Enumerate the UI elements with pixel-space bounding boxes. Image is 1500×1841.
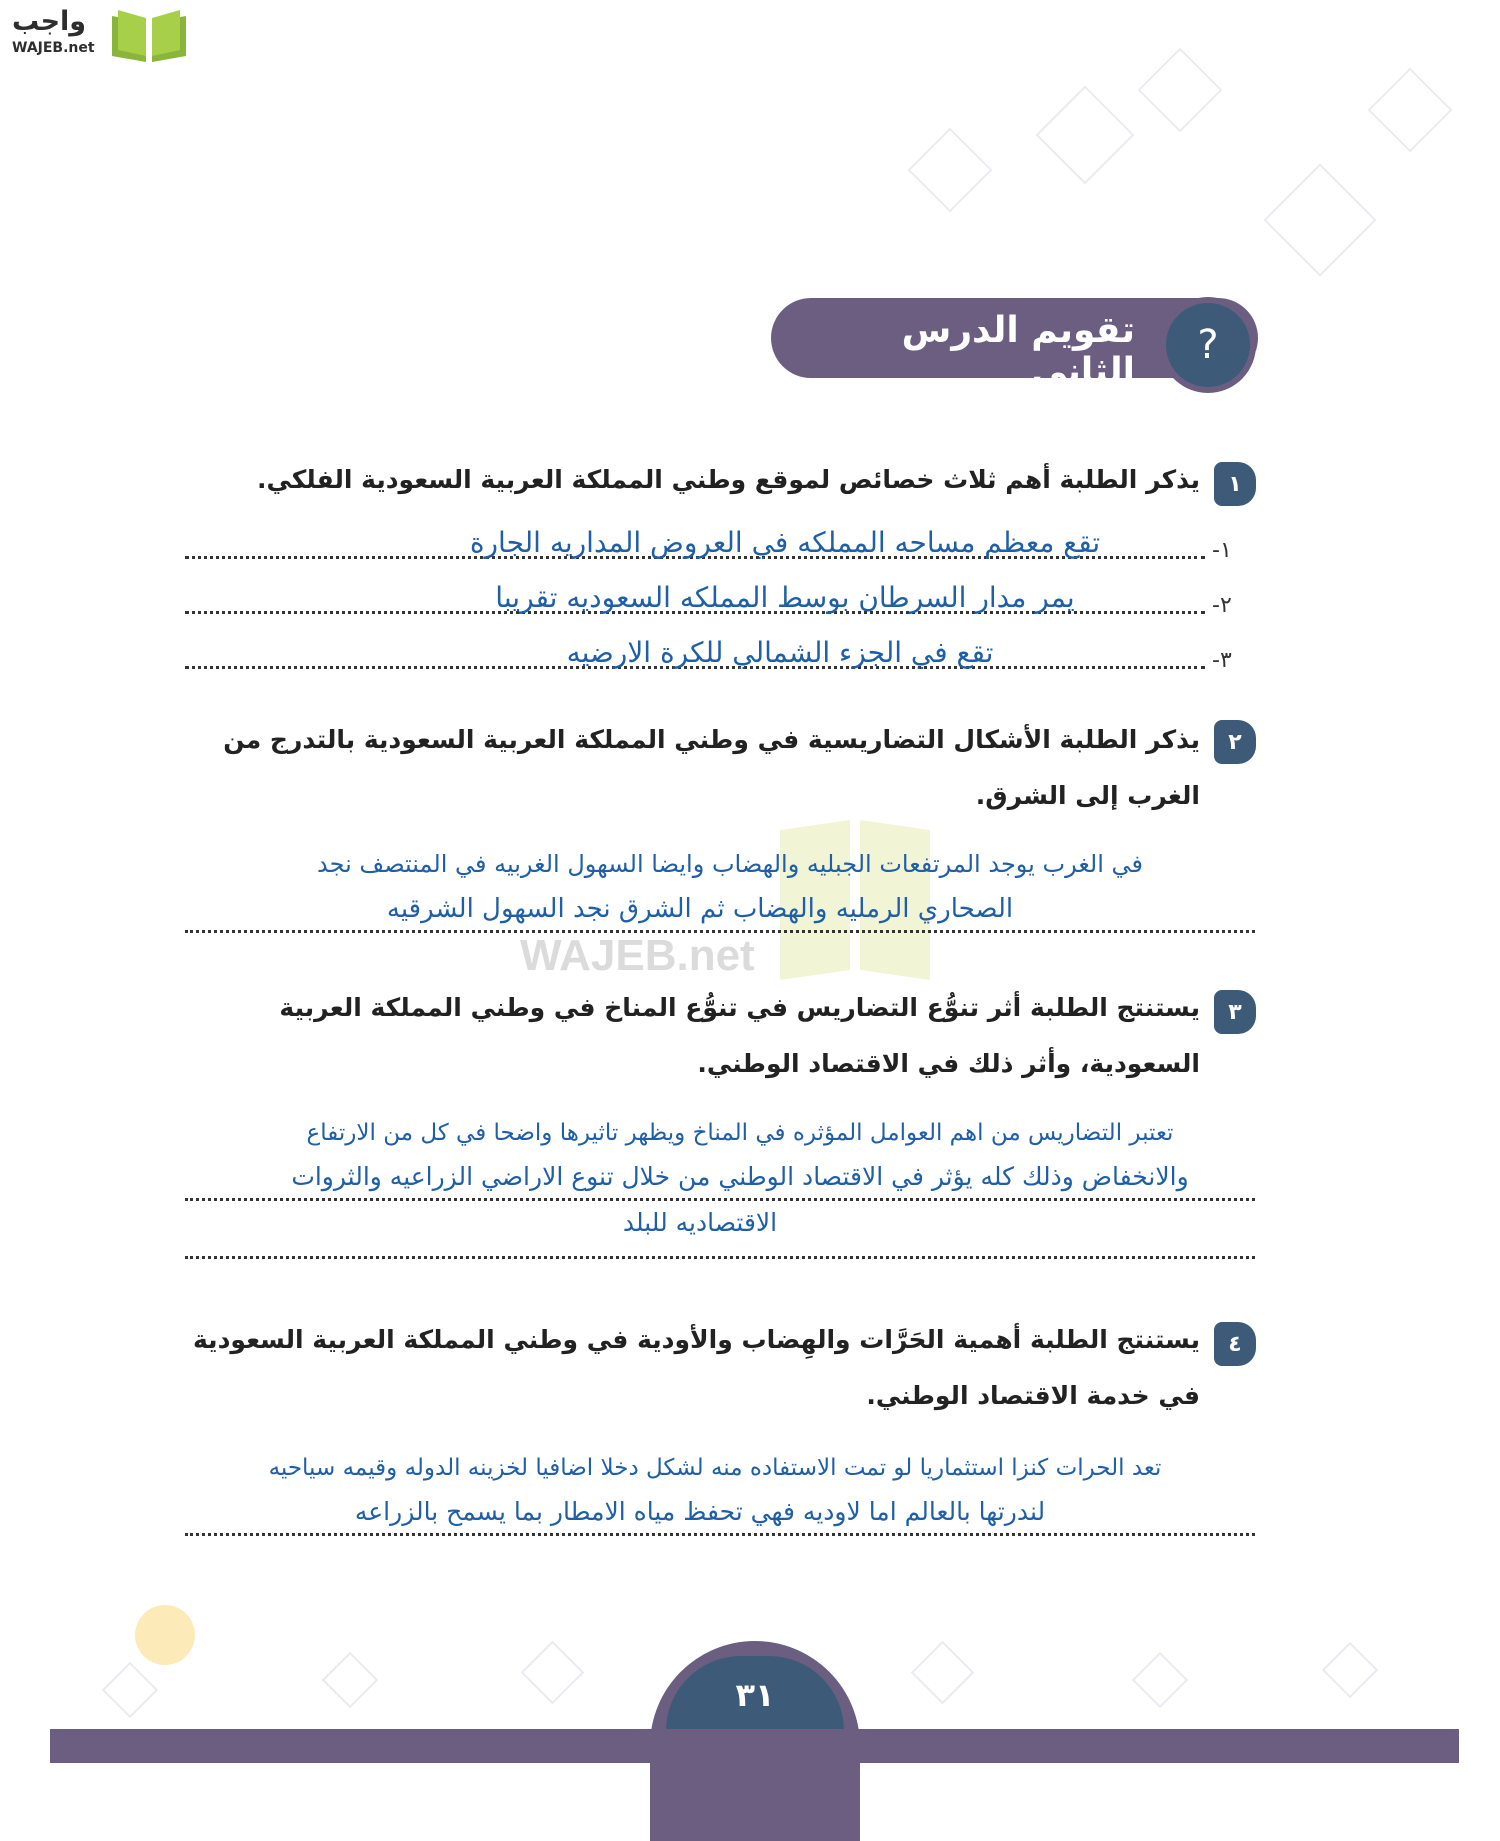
decor-diamond [521,1641,585,1705]
decor-diamond [322,1652,379,1709]
question-3-line2: السعودية، وأثر ذلك في الاقتصاد الوطني. [697,1049,1200,1078]
book-logo-icon [108,6,190,64]
question-4-badge: ٤ [1214,1322,1256,1366]
decor-diamond [1138,48,1223,133]
answer-3-1[interactable]: تعتبر التضاريس من اهم العوامل المؤثره في المناخ ويظهر تاثيرها واضحا في كل من الارتفاع [306,1120,1174,1146]
question-2-badge: ٢ [1214,720,1256,764]
answer-line [185,1533,1255,1536]
answer-1-3[interactable]: تقع في الجزء الشمالي للكرة الارضيه [566,636,994,669]
answer-1-label: ١- [1212,538,1232,563]
answer-2-2[interactable]: الصحاري الرمليه والهضاب ثم الشرق نجد السهول الشرقيه [386,894,1014,924]
page-number: ٣١ [735,1676,775,1714]
decor-diamond [911,1641,975,1705]
answer-2-label: ٢- [1212,593,1232,618]
answer-line [185,1198,1255,1201]
answer-line [185,930,1255,933]
answer-3-label: ٣- [1212,648,1232,673]
answer-1-1[interactable]: تقع معظم مساحه المملكه في العروض المداريه الجارة [469,526,1101,559]
answer-line [185,1256,1255,1259]
footer-bar [50,1729,1459,1763]
logo-arabic-text: واجب [12,6,87,37]
answer-1-2[interactable]: يمر مدار السرطان بوسط المملكه السعوديه تقريبا [495,581,1075,614]
question-4-line1: يستنتج الطلبة أهمية الحَرَّات والهِضاب والأودية في وطني المملكة العربية السعودية [193,1325,1200,1354]
decor-diamond [1263,163,1376,276]
decor-diamond [908,128,993,213]
question-chat-icon: ? [1160,297,1256,393]
question-2-line1: يذكر الطلبة الأشكال التضاريسية في وطني المملكة العربية السعودية بالتدرج من [223,725,1200,754]
question-3-badge: ٣ [1214,990,1256,1034]
decor-diamond [1132,1652,1189,1709]
answer-3-3[interactable]: الاقتصاديه للبلد [622,1208,778,1237]
question-1-badge: ١ [1214,462,1256,506]
decor-diamond [1368,68,1453,153]
logo-latin-text: WAJEB.net [12,40,95,56]
answer-4-2[interactable]: لندرتها بالعالم اما لاوديه فهي تحفظ مياه الامطار بما يسمح بالزراعه [354,1497,1046,1526]
question-2-line2: الغرب إلى الشرق. [975,781,1200,810]
answer-2-1[interactable]: في الغرب يوجد المرتفعات الجبليه والهضاب وايضا السهول الغربيه في المنتصف نجد [316,850,1143,878]
decor-diamond [1322,1642,1379,1699]
question-4-line2: في خدمة الاقتصاد الوطني. [866,1381,1200,1410]
decor-diamond [1036,86,1135,185]
answer-4-1[interactable]: تعد الحرات كنزا استثماريا لو تمت الاستفاده منه لشكل دخلا اضافيا لخزينه الدوله وقيمه سياحيه [268,1455,1162,1481]
question-1-text: يذكر الطلبة أهم ثلاث خصائص لموقع وطني المملكة العربية السعودية الفلكي. [256,465,1200,494]
answer-3-2[interactable]: والانخفاض وذلك كله يؤثر في الاقتصاد الوطني من خلال تنوع الاراضي الزراعيه والثروات [291,1162,1189,1191]
lesson-title: تقويم الدرس الثاني [901,310,1135,392]
question-3-line1: يستنتج الطلبة أثر تنوُّع التضاريس في تنوُّع المناخ في وطني المملكة العربية [279,993,1200,1022]
watermark-text: WAJEB.net [520,931,755,980]
decor-diamond [102,1662,159,1719]
publisher-logo-icon [135,1605,195,1665]
